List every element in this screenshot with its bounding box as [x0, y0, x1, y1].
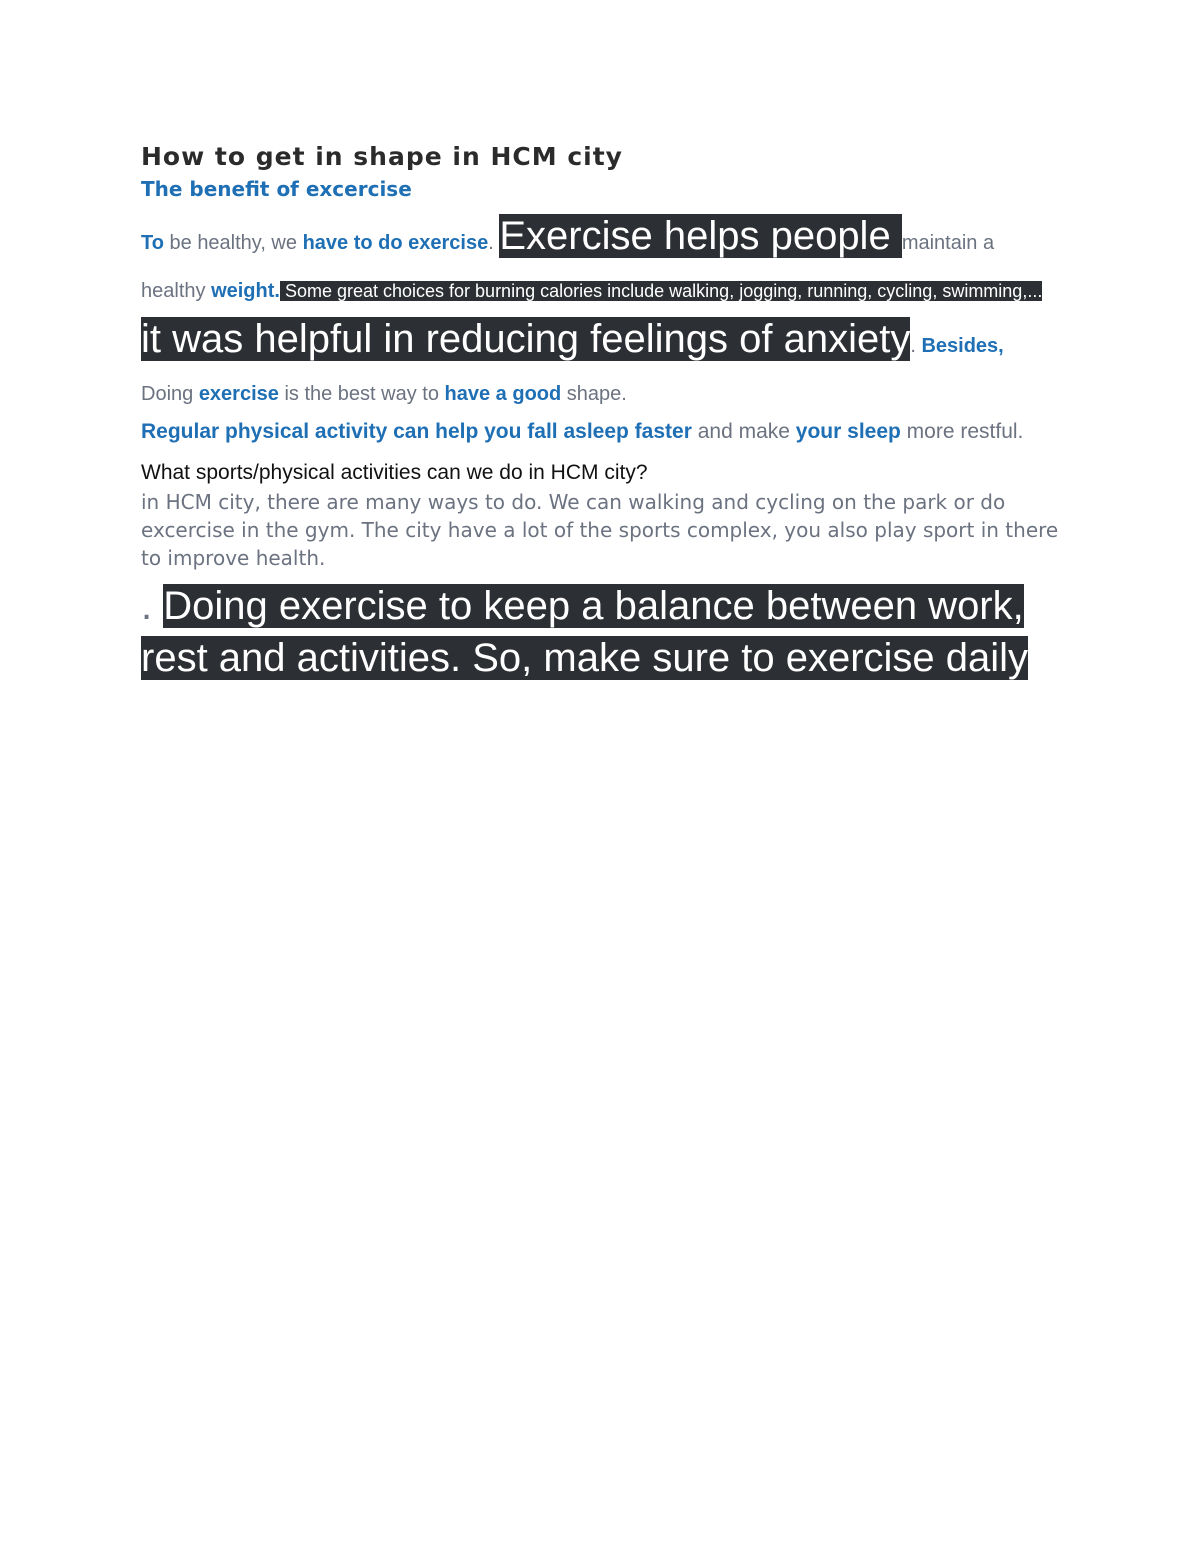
text-run: is the best way to	[278, 383, 445, 405]
activities-paragraph: in HCM city, there are many ways to do. We can walking and cycling on the park or do excercise in the gym. The city have a lot of the sports complex, you also play sport in there to improve health.	[141, 490, 1059, 570]
question-heading: What sports/physical activities can we do in HCM city?	[141, 461, 648, 484]
text-run: .	[488, 232, 500, 254]
text-run: have to do exercise	[302, 232, 489, 254]
text-run: .	[141, 584, 164, 628]
document-title: How to get in shape in HCM city	[141, 142, 623, 171]
conclusion-paragraph	[141, 580, 1061, 684]
benefit-paragraph	[141, 212, 1061, 418]
text-run: .	[910, 335, 922, 357]
text-run: exercise	[198, 383, 279, 405]
document-body	[141, 140, 1061, 684]
text-run: Regular physical activity can help you fall asleep faster	[141, 420, 692, 443]
text-run: shape.	[561, 383, 627, 405]
highlighted-text: it was helpful in reducing feelings of anxiety	[141, 317, 911, 361]
sleep-paragraph	[141, 418, 1061, 446]
text-run: weight.	[211, 280, 280, 302]
text-run: have a good	[444, 383, 562, 405]
highlighted-text: Exercise helps people	[499, 214, 902, 258]
highlighted-text: Some great choices for burning calories include walking, jogging, running, cycling, swimming,...	[279, 281, 1043, 301]
text-run: your sleep	[795, 420, 901, 443]
text-run: and make	[691, 420, 796, 443]
text-run: Doing	[141, 383, 199, 405]
section-heading: The benefit of excercise	[141, 177, 412, 201]
text-run: Besides,	[921, 335, 1004, 357]
highlighted-text: Doing exercise to keep a balance between work, rest and activities. So, make sure to exercise daily	[141, 584, 1029, 680]
text-run: be healthy, we	[163, 232, 303, 254]
text-run: maintain a healthy	[141, 232, 995, 302]
text-run: more restful.	[900, 420, 1024, 443]
text-run: To	[141, 232, 164, 254]
